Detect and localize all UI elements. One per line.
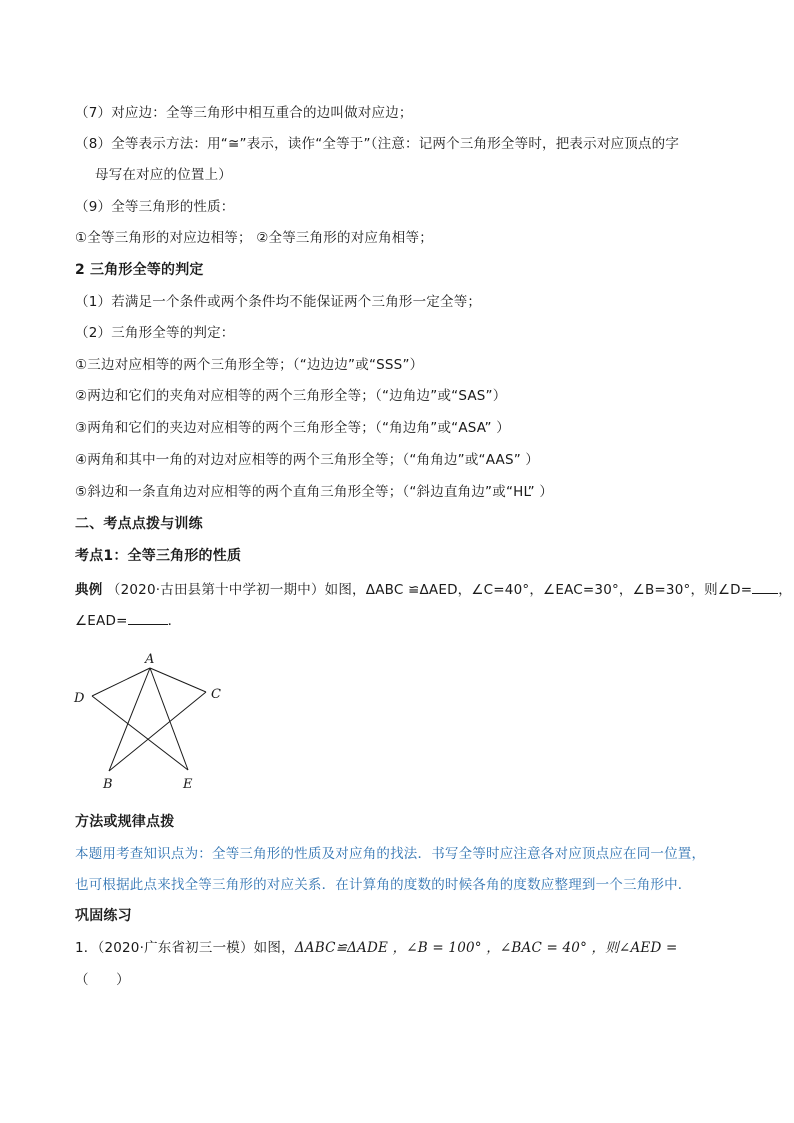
label-c: C bbox=[211, 687, 221, 702]
criterion-sas: ②两边和它们的夹角对应相等的两个三角形全等；（“边角边”或“SAS”） bbox=[75, 388, 507, 404]
example-label: 典例 bbox=[75, 582, 103, 598]
line-8-notation: （8）全等表示方法：用“≅”表示，读作“全等于”（注意：记两个三角形全等时，把表示对应顶点的字 bbox=[75, 136, 680, 152]
label-d: D bbox=[74, 691, 85, 706]
segment-de bbox=[92, 696, 188, 770]
geometry-figure bbox=[70, 648, 240, 793]
criterion-aas: ④两角和其中一角的对边对应相等的两个三角形全等；（“角角边”或“AAS” ） bbox=[75, 452, 540, 468]
label-e: E bbox=[183, 777, 193, 792]
segment-ad bbox=[92, 668, 150, 696]
practice-question-1 bbox=[75, 938, 677, 958]
kaodian-heading: 考点1：全等三角形的性质 bbox=[75, 548, 242, 564]
line-8-notation-cont: 母写在对应的位置上） bbox=[95, 167, 232, 183]
answer-blank-ead bbox=[128, 610, 168, 625]
example-tail-2: ． bbox=[167, 613, 182, 629]
criterion-sss: ①三边对应相等的两个三角形全等；（“边边边”或“SSS”） bbox=[75, 357, 424, 373]
example-question bbox=[75, 579, 792, 600]
answer-blank-d bbox=[752, 579, 778, 594]
practice-q1-math: ΔABC≌ΔADE ，∠B = 100° ，∠BAC = 40° ，则∠AED = bbox=[294, 940, 678, 956]
line-9-property-items: ①全等三角形的对应边相等； ②全等三角形的对应角相等； bbox=[75, 230, 433, 246]
label-a: A bbox=[145, 652, 155, 667]
practice-q1-prefix: 1．（2020·广东省初三一模）如图， bbox=[75, 940, 295, 956]
example-text: （2020·古田县第十中学初一期中）如图，ΔABC ≌ΔAED，∠C=40°，∠EAC=30°，∠B=30°，则∠D= bbox=[106, 582, 753, 598]
practice-q1-answer-parens: （ ） bbox=[75, 972, 130, 988]
example-tail-1: ， bbox=[778, 582, 792, 598]
line-7-corresponding-sides: （7）对应边：全等三角形中相互重合的边叫做对应边； bbox=[75, 105, 413, 121]
criteria-note-1: （1）若满足一个条件或两个条件均不能保证两个三角形一定全等； bbox=[75, 294, 482, 310]
segment-ea bbox=[150, 668, 188, 770]
section-heading: 二、考点点拨与训练 bbox=[75, 516, 203, 532]
criterion-hl: ⑤斜边和一条直角边对应相等的两个直角三角形全等；（“斜边直角边”或“HL” ） bbox=[75, 484, 554, 500]
segment-ac bbox=[150, 668, 206, 692]
example-question-cont bbox=[75, 610, 181, 631]
practice-heading: 巩固练习 bbox=[75, 908, 132, 924]
criteria-note-2: （2）三角形全等的判定： bbox=[75, 325, 235, 341]
label-b: B bbox=[103, 777, 113, 792]
method-heading: 方法或规律点拨 bbox=[75, 814, 175, 830]
criterion-asa: ③两角和它们的夹边对应相等的两个三角形全等；（“角边角”或“ASA” ） bbox=[75, 420, 510, 436]
heading-congruence-criteria: 2 三角形全等的判定 bbox=[75, 262, 204, 278]
line-9-properties: （9）全等三角形的性质： bbox=[75, 199, 235, 215]
method-paragraph-1: 本题用考查知识点为：全等三角形的性质及对应角的找法．书写全等时应注意各对应顶点应在同一位置， bbox=[75, 846, 706, 862]
segment-cb bbox=[109, 692, 206, 771]
method-paragraph-2: 也可根据此点来找全等三角形的对应关系．在计算角的度数的时候各角的度数应整理到一个三角形中． bbox=[75, 877, 692, 893]
segment-ba bbox=[109, 668, 150, 771]
example-text-2: ∠EAD= bbox=[75, 613, 128, 629]
